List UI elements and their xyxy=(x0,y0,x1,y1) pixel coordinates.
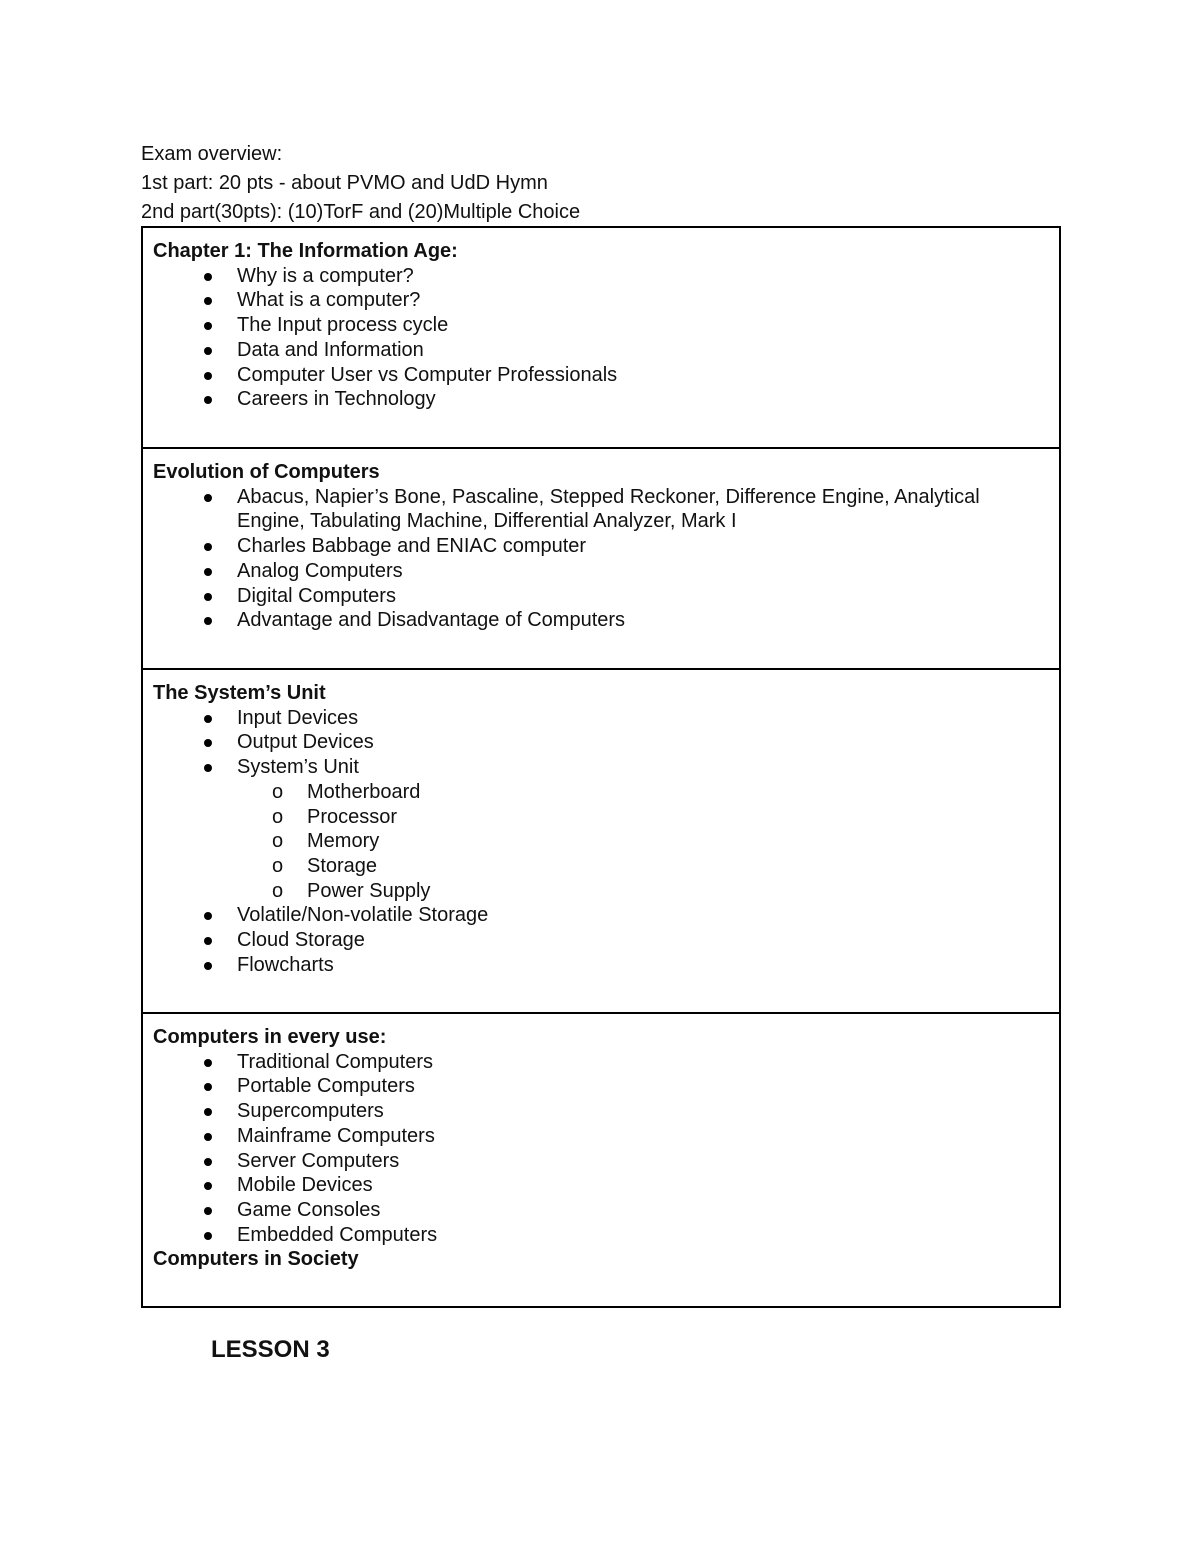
bullet-icon xyxy=(204,372,212,380)
bullet-icon xyxy=(204,1133,212,1141)
bullet-icon xyxy=(204,764,212,772)
sub-topic-list xyxy=(153,780,1049,904)
list-item: The Input process cycle xyxy=(153,313,1049,338)
list-item: Cloud Storage xyxy=(153,928,1049,953)
sub-list-item: o Storage xyxy=(272,854,378,877)
sub-bullet-icon: o xyxy=(272,830,284,853)
list-item: Volatile/Non-volatile Storage xyxy=(153,903,1049,928)
exam-overview-title: Exam overview: xyxy=(141,143,283,165)
bullet-icon xyxy=(204,396,212,404)
bullet-icon xyxy=(204,1232,212,1240)
section-computers-in-every-use xyxy=(143,1014,1059,1306)
list-item: Charles Babbage and ENIAC computer xyxy=(153,534,1049,559)
list-item: Data and Information xyxy=(153,338,1049,363)
bullet-icon xyxy=(204,912,212,920)
bullet-icon xyxy=(204,568,212,576)
list-item: Portable Computers xyxy=(153,1074,1049,1099)
bullet-icon xyxy=(204,1158,212,1166)
bullet-icon xyxy=(204,1108,212,1116)
list-item: System’s Unit xyxy=(153,755,1049,780)
section-heading: Computers in every use: xyxy=(153,1026,387,1048)
bullet-icon xyxy=(204,322,212,330)
list-item: Computer User vs Computer Professionals xyxy=(153,363,1049,388)
list-item: Mobile Devices xyxy=(153,1173,1049,1198)
section-heading-society: Computers in Society xyxy=(153,1248,359,1271)
sub-bullet-icon: o xyxy=(272,805,284,828)
bullet-icon xyxy=(204,1059,212,1067)
list-item: Input Devices xyxy=(153,706,1049,731)
bullet-icon xyxy=(204,962,212,970)
exam-overview xyxy=(141,140,580,227)
section-systems-unit xyxy=(143,670,1059,1014)
exam-part-2: 2nd part(30pts): (10)TorF and (20)Multiple Choice xyxy=(141,201,581,223)
list-item: Digital Computers xyxy=(153,584,1049,609)
bullet-icon xyxy=(204,1207,212,1215)
topic-list xyxy=(153,485,1049,633)
bullet-icon xyxy=(204,347,212,355)
bullet-icon xyxy=(204,937,212,945)
sub-list-item: o Memory xyxy=(272,830,380,853)
list-item: What is a computer? xyxy=(153,288,1049,313)
list-item: Mainframe Computers xyxy=(153,1124,1049,1149)
topic-list xyxy=(153,264,1049,412)
section-heading: The System’s Unit xyxy=(153,682,326,704)
topic-list xyxy=(153,1050,1049,1248)
topic-list xyxy=(153,903,1049,977)
sub-list-item: o Power Supply xyxy=(272,879,431,902)
list-item: Supercomputers xyxy=(153,1099,1049,1124)
bullet-icon xyxy=(204,739,212,747)
list-item: Advantage and Disadvantage of Computers xyxy=(153,608,1049,633)
list-item: Game Consoles xyxy=(153,1198,1049,1223)
bullet-icon xyxy=(204,593,212,601)
sub-bullet-icon: o xyxy=(272,780,284,803)
section-evolution-of-computers xyxy=(143,449,1059,670)
list-item: Output Devices xyxy=(153,730,1049,755)
list-item: Server Computers xyxy=(153,1149,1049,1174)
lesson-label: LESSON 3 xyxy=(211,1336,330,1363)
list-item: Analog Computers xyxy=(153,559,1049,584)
topic-list xyxy=(153,706,1049,780)
list-item: Embedded Computers xyxy=(153,1223,1049,1248)
bullet-icon xyxy=(204,273,212,281)
bullet-icon xyxy=(204,617,212,625)
sub-list-item: o Motherboard xyxy=(272,780,421,803)
bullet-icon xyxy=(204,494,212,502)
section-information-age xyxy=(143,228,1059,449)
list-item: Why is a computer? xyxy=(153,264,1049,289)
sub-list-item: o Processor xyxy=(272,805,398,828)
list-item: Traditional Computers xyxy=(153,1050,1049,1075)
bullet-icon xyxy=(204,543,212,551)
list-item: Careers in Technology xyxy=(153,387,1049,412)
exam-part-1: 1st part: 20 pts - about PVMO and UdD Hymn xyxy=(141,172,548,194)
list-item: Abacus, Napier’s Bone, Pascaline, Stepped Reckoner, Difference Engine, Analytical Engine, Tabulating Machine, Differential Analyzer, Mark I xyxy=(153,485,1049,534)
section-heading: Evolution of Computers xyxy=(153,461,380,483)
bullet-icon xyxy=(204,1083,212,1091)
sub-bullet-icon: o xyxy=(272,854,284,877)
section-heading: Chapter 1: The Information Age: xyxy=(153,240,458,262)
bullet-icon xyxy=(204,1182,212,1190)
bullet-icon xyxy=(204,715,212,723)
topics-table xyxy=(141,226,1061,1308)
sub-bullet-icon: o xyxy=(272,879,284,902)
list-item: Flowcharts xyxy=(153,953,1049,978)
bullet-icon xyxy=(204,297,212,305)
